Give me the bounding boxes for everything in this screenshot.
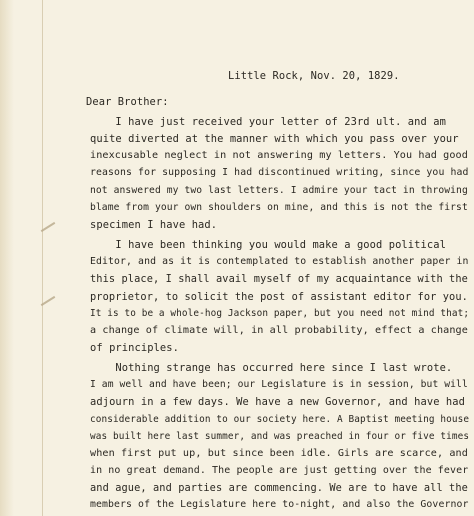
- dateline: Little Rock, Nov. 20, 1829.: [228, 70, 400, 82]
- body-line-8: I have been thinking you would make a good political: [90, 239, 446, 251]
- body-line-6: blame from your own shoulders on mine, and this is not the first: [90, 202, 468, 213]
- body-line-16: I am well and have been; our Legislature is in session, but will: [90, 379, 468, 390]
- body-line-9: Editor, and as it is contemplated to establish another paper in: [90, 256, 469, 267]
- body-line-13: a change of climate will, in all probability, effect a change: [90, 325, 468, 336]
- body-line-12: It is to be a whole-hog Jackson paper, but you need not mind that;: [90, 308, 470, 319]
- body-line-20: when first put up, but since been idle. Girls are scarce, and: [90, 448, 468, 459]
- body-line-21: in no great demand. The people are just getting over the fever: [90, 465, 469, 476]
- body-line-4: reasons for supposing I had discontinued writing, since you had: [90, 167, 469, 178]
- body-line-2: quite diverted at the manner with which you pass over your: [90, 133, 459, 145]
- page-edge-shadow: [0, 0, 14, 516]
- body-line-23: members of the Legislature here to-night, and also the Governor: [90, 499, 469, 510]
- body-line-1: I have just received your letter of 23rd ult. and am: [90, 116, 446, 128]
- body-line-17: adjourn in a few days. We have a new Governor, and have had: [90, 396, 465, 408]
- body-line-11: proprietor, to solicit the post of assistant editor for you.: [90, 291, 468, 303]
- body-line-14: of principles.: [90, 342, 179, 354]
- salutation: Dear Brother:: [86, 96, 169, 108]
- body-line-19: was built here last summer, and was preached in four or five times: [90, 431, 470, 442]
- body-line-10: this place, I shall avail myself of my acquaintance with the: [90, 273, 468, 285]
- body-line-15: Nothing strange has occurred here since I last wrote.: [90, 362, 453, 374]
- body-line-3: inexcusable neglect in not answering my letters. You had good: [90, 150, 468, 161]
- margin-rule: [42, 0, 43, 516]
- body-line-18: considerable addition to our society here. A Baptist meeting house: [90, 414, 470, 425]
- body-line-22: and ague, and parties are commencing. We are to have all the: [90, 482, 468, 494]
- body-line-7: specimen I have had.: [90, 219, 218, 231]
- body-line-5: not answered my two last letters. I admire your tact in throwing: [90, 185, 468, 196]
